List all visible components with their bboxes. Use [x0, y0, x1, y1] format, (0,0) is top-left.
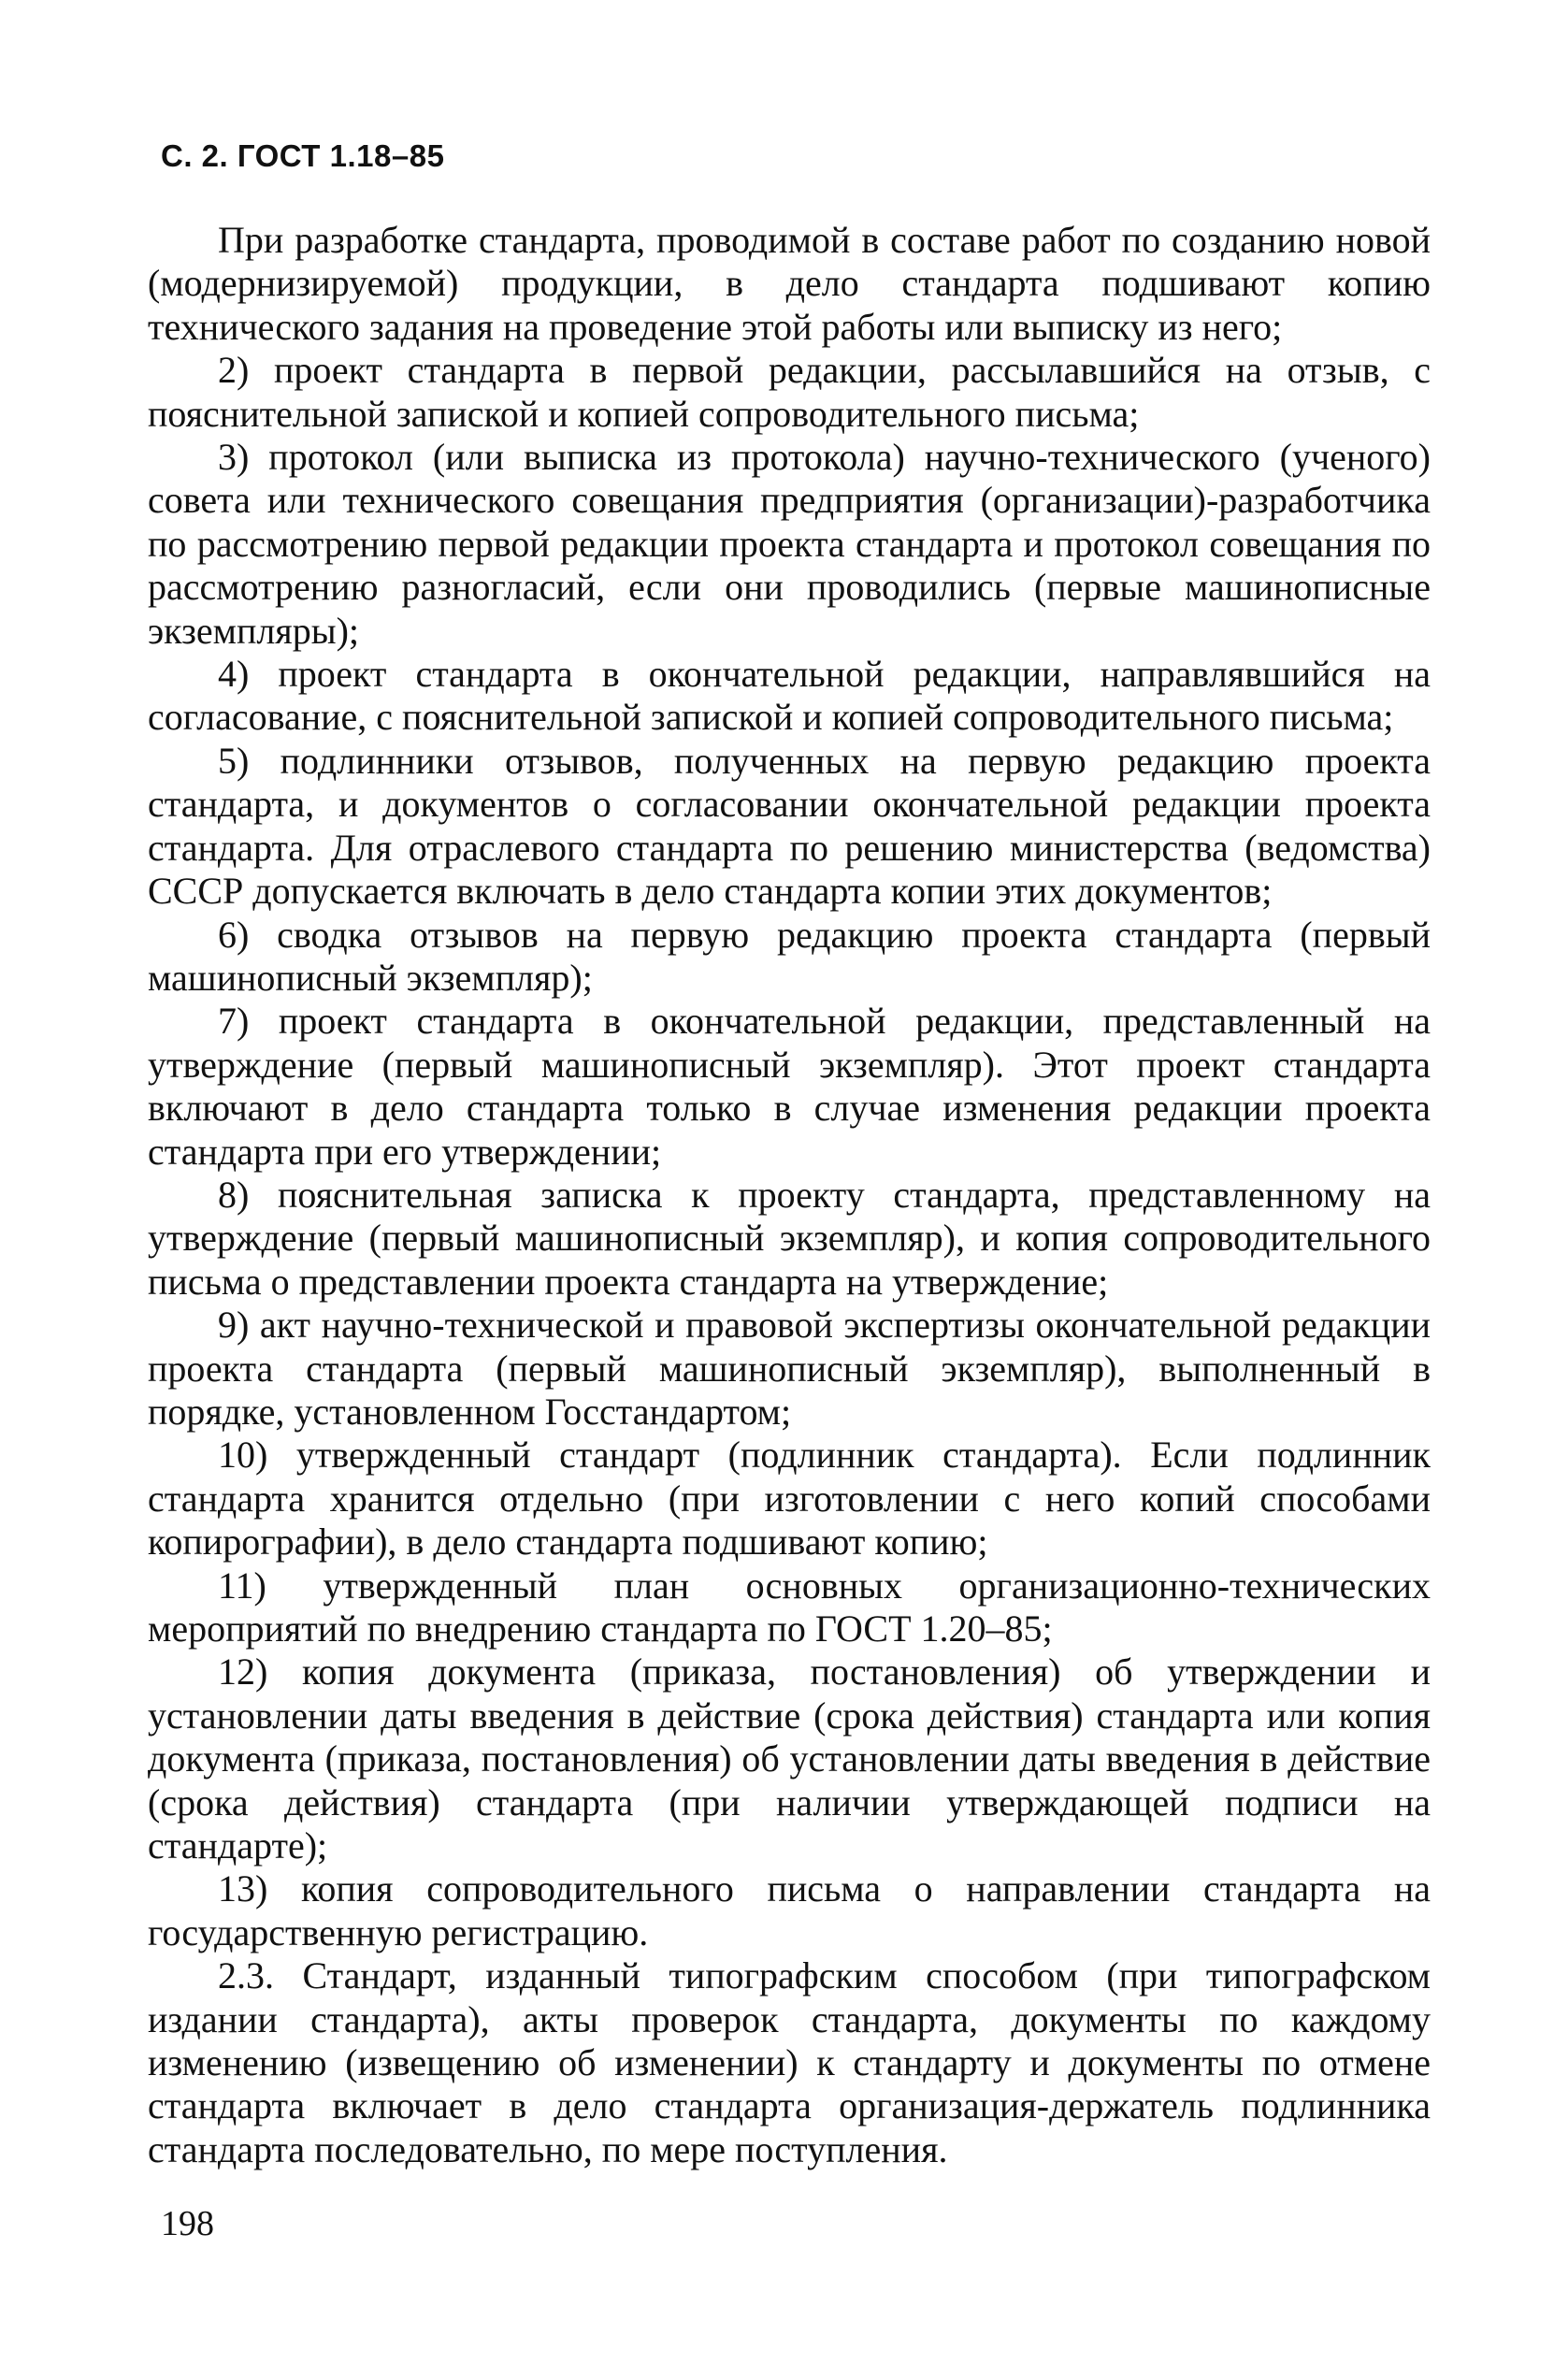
- list-item-3: 3) протокол (или выписка из протокола) научно-технического (ученого) совета или технического совещания предприятия (организации)-разработчика по рассмотрению первой редакции проекта стандарта и протокол совещания по рассмотрению разногласий, если они проводились (первые машинописные экземпляры);: [148, 436, 1431, 652]
- list-item-5: 5) подлинники отзывов, полученных на первую редакцию проекта стандарта, и документов о согласовании окончательной редакции проекта стандарта. Для отраслевого стандарта по решению министерства (ведомства) СССР допускается включать в дело стандарта копии этих документов;: [148, 739, 1431, 913]
- list-item-12: 12) копия документа (приказа, постановления) об утверждении и установлении даты введения в действие (срока действия) стандарта или копия документа (приказа, постановления) об установлении даты введения в действие (срока действия) стандарта (при наличии утверждающей подписи на стандарте);: [148, 1650, 1431, 1867]
- page-number: 198: [161, 2204, 214, 2243]
- list-item-13: 13) копия сопроводительного письма о направлении стандарта на государственную регистрацию.: [148, 1867, 1431, 1953]
- document-body: [148, 219, 1431, 2171]
- list-item-4: 4) проект стандарта в окончательной редакции, направлявшийся на согласование, с пояснительной запиской и копией сопроводительного письма;: [148, 653, 1431, 739]
- section-2-3: 2.3. Стандарт, изданный типографским способом (при типографском издании стандарта), акты проверок стандарта, документы по каждому изменению (извещению об изменении) к стандарту и документы по отмене стандарта включает в дело стандарта организация-держатель подлинника стандарта последовательно, по мере поступления.: [148, 1954, 1431, 2170]
- running-head: С. 2. ГОСТ 1.18–85: [161, 138, 445, 173]
- list-item-9: 9) акт научно-технической и правовой экспертизы окончательной редакции проекта стандарта (первый машинописный экземпляр), выполненный в порядке, установленном Госстандартом;: [148, 1304, 1431, 1433]
- list-item-6: 6) сводка отзывов на первую редакцию проекта стандарта (первый машинописный экземпляр);: [148, 913, 1431, 999]
- paragraph-intro: При разработке стандарта, проводимой в составе работ по созданию новой (модернизируемой) продукции, в дело стандарта подшивают копию технического задания на проведение этой работы или выписку из него;: [148, 219, 1431, 348]
- list-item-11: 11) утвержденный план основных организационно-технических мероприятий по внедрению стандарта по ГОСТ 1.20–85;: [148, 1564, 1431, 1650]
- list-item-2: 2) проект стандарта в первой редакции, рассылавшийся на отзыв, с пояснительной запиской и копией сопроводительного письма;: [148, 349, 1431, 435]
- list-item-7: 7) проект стандарта в окончательной редакции, представленный на утверждение (первый машинописный экземпляр). Этот проект стандарта включают в дело стандарта только в случае изменения редакции проекта стандарта при его утверждении;: [148, 1000, 1431, 1173]
- list-item-8: 8) пояснительная записка к проекту стандарта, представленному на утверждение (первый машинописный экземпляр), и копия сопроводительного письма о представлении проекта стандарта на утверждение;: [148, 1173, 1431, 1303]
- list-item-10: 10) утвержденный стандарт (подлинник стандарта). Если подлинник стандарта хранится отдельно (при изготовлении с него копий способами копирографии), в дело стандарта подшивают копию;: [148, 1434, 1431, 1564]
